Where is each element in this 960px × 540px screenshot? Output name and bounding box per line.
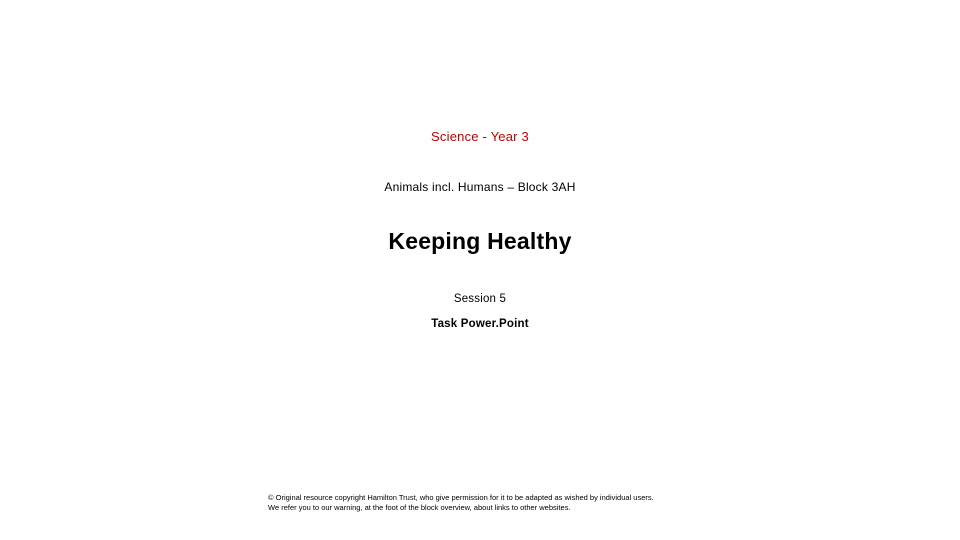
copyright-line: © Original resource copyright Hamilton Trust, who give permission for it to be adapted as wished by individual users. bbox=[268, 493, 654, 502]
block-label: Animals incl. Humans – Block 3AH bbox=[384, 180, 576, 194]
copyright-footer bbox=[268, 493, 654, 513]
session-label: Session 5 bbox=[453, 293, 507, 305]
warning-line: We refer you to our warning, at the foot of the block overview, about links to other websites. bbox=[268, 503, 571, 512]
page-title: Keeping Healthy bbox=[388, 228, 572, 254]
task-label: Task Power.Point bbox=[431, 318, 529, 330]
subject-heading: Science - Year 3 bbox=[431, 129, 529, 144]
